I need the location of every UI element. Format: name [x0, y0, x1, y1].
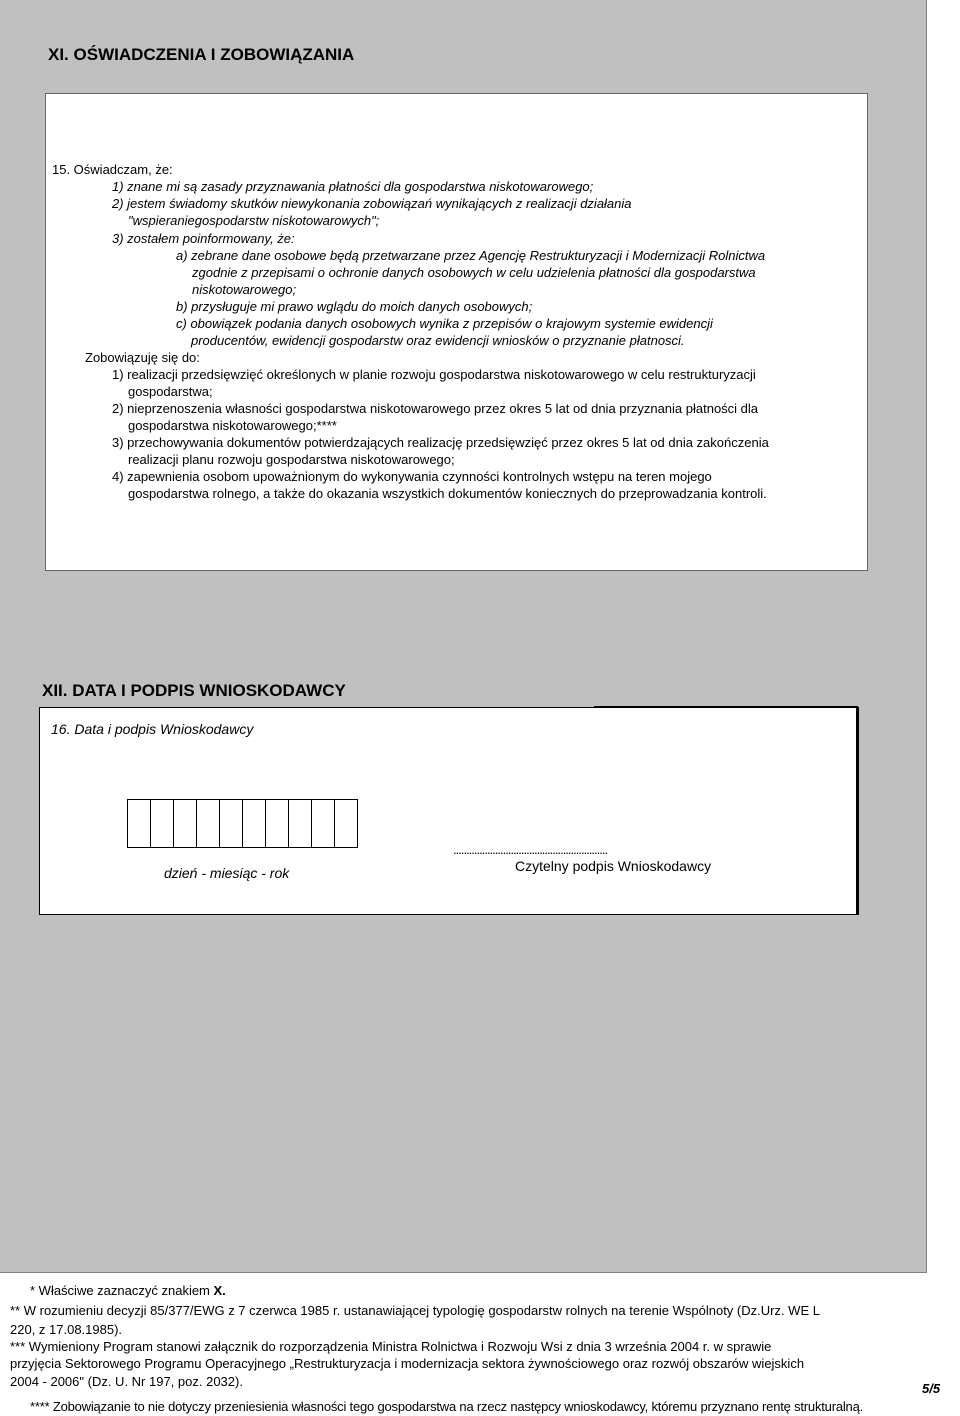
- date-digit-cell[interactable]: [288, 799, 312, 848]
- footnote-2b: 220, z 17.08.1985).: [10, 1322, 123, 1337]
- obligation-heading: Zobowiązuję się do:: [85, 350, 200, 365]
- signature-caption: Czytelny podpis Wnioskodawcy: [515, 858, 712, 874]
- box-edge: [594, 706, 858, 708]
- footnote-4: **** Zobowiązanie to nie dotyczy przeniesienia własności tego gospodarstwa na rzecz następcy wnioskodawcy, któremu przyznano rentę strukturalną.: [30, 1399, 864, 1414]
- section-12-title: XII. DATA I PODPIS WNIOSKODAWCY: [42, 681, 346, 700]
- date-digit-cell[interactable]: [173, 799, 197, 848]
- obligation-line: 3) przechowywania dokumentów potwierdzających realizację przedsięwzięć przez okres 5 lat od dnia zakończenia: [112, 435, 769, 450]
- obligation-line: 1) realizacji przedsięwzięć określonych w planie rozwoju gospodarstwa niskotowarowego w celu restrukturyzacji: [112, 367, 756, 382]
- declaration-line: 2) jestem świadomy skutków niewykonania zobowiązań wynikających z realizacji działania: [112, 196, 632, 211]
- date-signature-label: 16. Data i podpis Wnioskodawcy: [51, 721, 254, 737]
- date-input-grid[interactable]: [128, 799, 358, 848]
- footnote-1-text: * Właściwe zaznaczyć znakiem: [30, 1283, 214, 1298]
- obligation-line: gospodarstwa niskotowarowego;****: [128, 418, 337, 433]
- footnote-3b: przyjęcia Sektorowego Programu Operacyjnego „Restrukturyzacja i modernizacja sektora żywnościowego oraz rozwój obszarów wiejskich: [10, 1356, 805, 1371]
- date-digit-cell[interactable]: [265, 799, 289, 848]
- section-11-title: XI. OŚWIADCZENIA I ZOBOWIĄZANIA: [48, 45, 355, 64]
- date-digit-cell[interactable]: [311, 799, 335, 848]
- declaration-line: zgodnie z przepisami o ochronie danych osobowych w celu udzielenia płatności dla gospodarstwa: [192, 265, 756, 280]
- box-edge: [856, 708, 858, 914]
- declaration-line: "wspieraniegospodarstw niskotowarowych";: [128, 213, 380, 228]
- declaration-line: niskotowarowego;: [192, 282, 297, 297]
- date-caption: dzień - miesiąc - rok: [164, 865, 290, 881]
- obligation-line: 2) nieprzenoszenia własności gospodarstwa niskotowarowego przez okres 5 lat od dnia przyznania płatności dla: [112, 401, 759, 416]
- declaration-line: 3) zostałem poinformowany, że:: [112, 231, 295, 246]
- footnote-1-mark: X.: [213, 1283, 226, 1298]
- declaration-heading: 15. Oświadczam, że:: [52, 162, 173, 177]
- date-digit-cell[interactable]: [334, 799, 358, 848]
- declaration-line: c) obowiązek podania danych osobowych wynika z przepisów o krajowym systemie ewidencji: [176, 316, 713, 331]
- footnote-2a: ** W rozumieniu decyzji 85/377/EWG z 7 czerwca 1985 r. ustanawiającej typologię gospodarstw rolnych na terenie Wspólnoty (Dz.Urz. WE L: [10, 1303, 820, 1318]
- date-digit-cell[interactable]: [219, 799, 243, 848]
- obligation-line: realizacji planu rozwoju gospodarstwa niskotowarowego;: [128, 452, 455, 467]
- footnote-3a: *** Wymieniony Program stanowi załącznik do rozporządzenia Ministra Rolnictwa i Rozwoju Wsi z dnia 3 września 2004 r. w sprawie: [10, 1339, 772, 1354]
- date-digit-cell[interactable]: [150, 799, 174, 848]
- footnote-3c: 2004 - 2006" (Dz. U. Nr 197, poz. 2032).: [10, 1374, 243, 1389]
- date-digit-cell[interactable]: [242, 799, 266, 848]
- date-digit-cell[interactable]: [127, 799, 151, 848]
- declaration-line: a) zebrane dane osobowe będą przetwarzane przez Agencję Restrukturyzacji i Modernizacji Rolnictwa: [176, 248, 766, 263]
- obligation-line: gospodarstwa rolnego, a także do okazania wszystkich dokumentów koniecznych do przeprowadzania kontroli.: [128, 486, 767, 501]
- declaration-line: 1) znane mi są zasady przyznawania płatności dla gospodarstwa niskotowarowego;: [112, 179, 594, 194]
- signature-line[interactable]: ...........................................................: [453, 842, 608, 857]
- page-number: 5/5: [922, 1381, 941, 1396]
- footnote-1: [30, 1283, 226, 1298]
- declaration-line: b) przysługuje mi prawo wglądu do moich danych osobowych;: [176, 299, 533, 314]
- declaration-line: producentów, ewidencji gospodarstw oraz ewidencji wniosków o przyznanie płatnosci.: [191, 333, 685, 348]
- date-digit-cell[interactable]: [196, 799, 220, 848]
- obligation-line: 4) zapewnienia osobom upoważnionym do wykonywania czynności kontrolnych wstępu na teren mojego: [112, 469, 712, 484]
- obligation-line: gospodarstwa;: [128, 384, 213, 399]
